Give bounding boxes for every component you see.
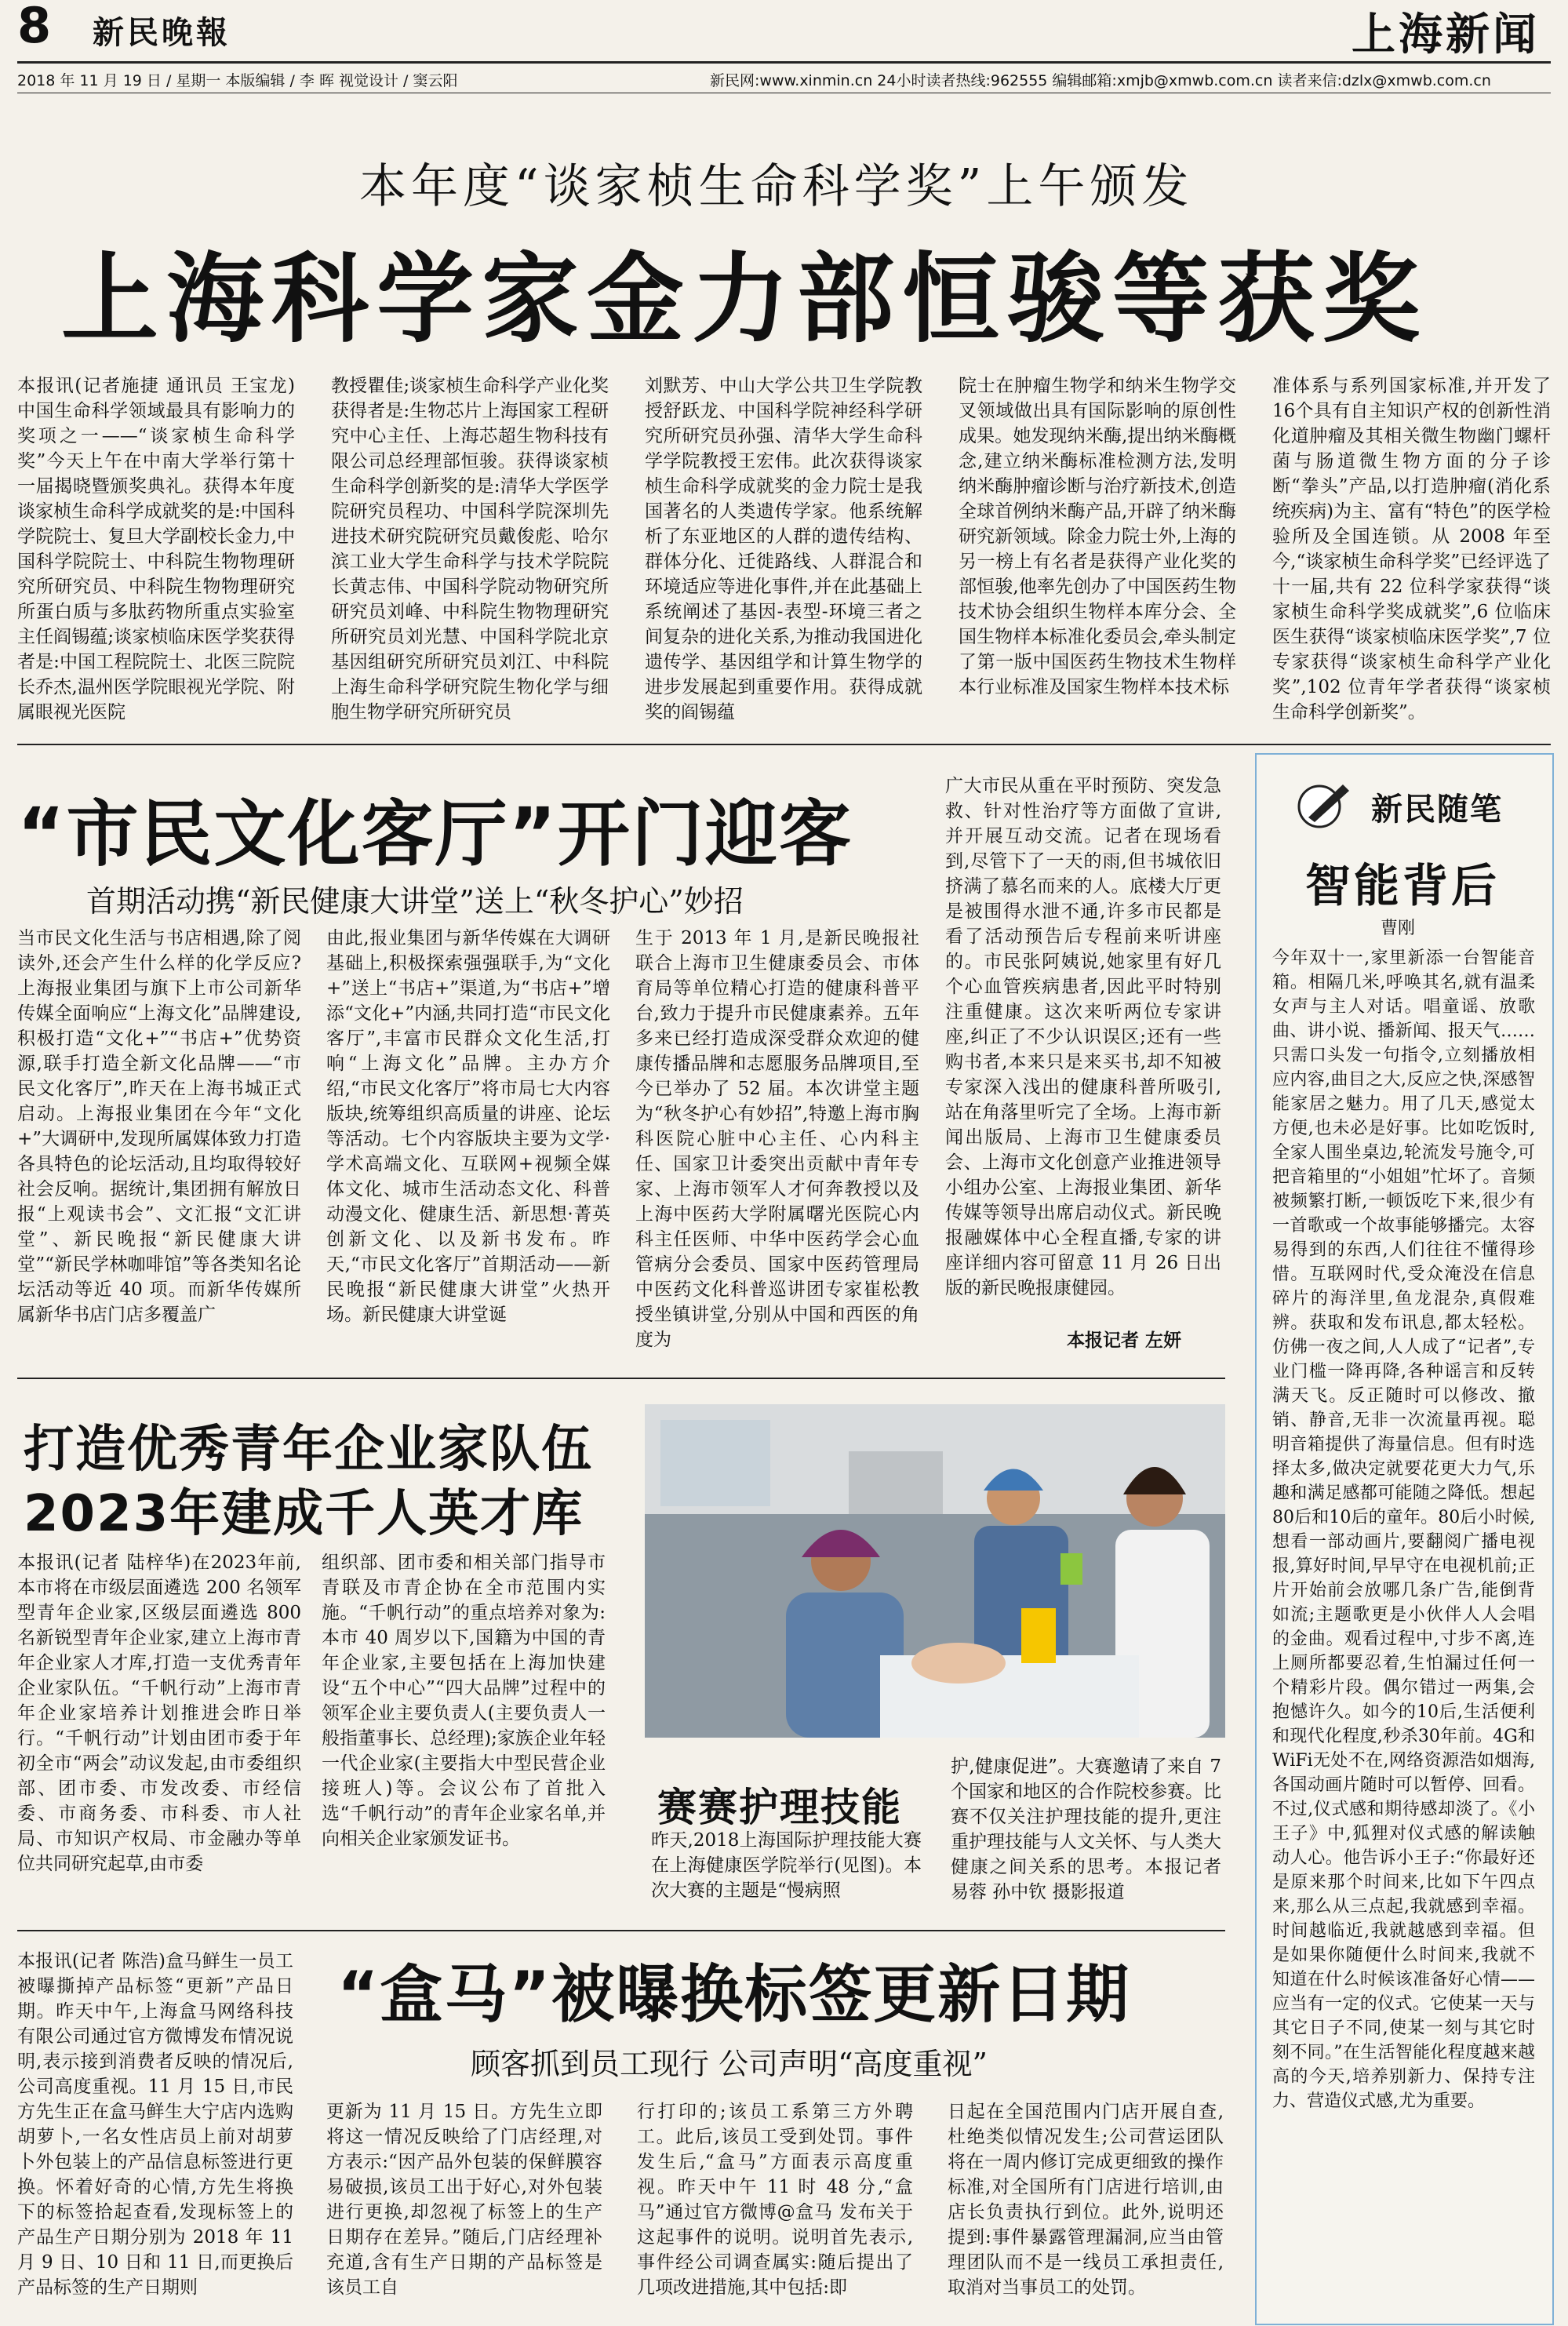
youth-column-2: 组织部、团市委和相关部门指导市青联及市青企协在全市范围内实施。“千帆行动”的重点培养对象为:本市 40 周岁以下,国籍为中国的青年企业家,主要包括在上海加快建设“五个中心”“四大品牌”过程中的领军企业主要负责人(主要负责人一般指董事长、总经理);家族企业年轻一代企业家(主要指大中型民营企业接班人)等。会议公布了首批入选“千帆行动”的青年企业家名单,并向相关企业家颁发证书。 [322,1552,606,1849]
masthead-rule [17,61,1551,64]
lead-headline: 上海科学家金力部恒骏等获奖 [61,243,1428,356]
nursing-column-2: 护,健康促进”。大赛邀请了来自 7 个国家和地区的合作院校参赛。比赛不仅关注护理技能的提升,更注重护理技能与人文关怀、与人类大健康之间关系的思考。本报记者 易蓉 孙中钦 摄影报道 [951,1756,1221,1902]
hema-subhead: 顾客抓到员工现行 公司声明“高度重视” [471,2047,988,2081]
culture-bottom-rule [17,1378,1225,1379]
lead-column-1: 本报讯(记者施捷 通讯员 王宝龙)中国生命科学领域最具有影响力的奖项之一——“谈家桢生命科学奖”今天上午在中南大学举行第十一届揭晓暨颁奖典礼。获得本年度谈家桢生命科学成就奖的是:中国科学院院士、复旦大学副校长金力,中国科学院院士、中科院生物物理研究所研究员、中科院生物物理研究所蛋白质与多肽药物所重点实验室主任阎锡蕴;谈家桢临床医学奖获得者是:中国工程院院士、北医三院院长乔杰,温州医学院眼视光学院、附属眼视光医院 [17,376,295,723]
youth-column-1: 本报讯(记者 陆梓华)在2023年前,本市将在市级层面遴选 200 名领军型青年企业家,区级层面遴选 800 名新锐型青年企业家,建立上海市青年企业家人才库,打造一支优秀青年企业家队伍。“千帆行动”上海市青年企业家培养计划推进会昨日举行。“千帆行动”计划由团市委于年初全市“两会”动议发起,由市委组织部、团市委、市发改委、市经信委、市商务委、市科委、市人社局、市知识产权局、市金融办等单位共同研究起草,由市委 [17,1552,301,1874]
hema-column-2: 更新为 11 月 15 日。方先生立即将这一情况反映给了门店经理,对方表示:“因产品外包装的保鲜膜容易破损,该员工出于好心,对外包装进行更换,却忽视了标签上的生产日期存在差异。”随后,门店经理补充道,含有生产日期的产品标签是该员工自 [326,2102,602,2298]
culture-top-right-column: 广大市民从重在平时预防、突发急救、针对性治疗等方面做了宣讲,并开展互动交流。记者在现场看到,尽管下了一天的雨,但书城依旧挤满了慕名而来的人。底楼大厅更是被围得水泄不通,许多市民都是看了活动预告后专程前来听讲座的。市民张阿姨说,她家里有好几个心血管疾病患者,因此平时特别注重健康。这次来听两位专家讲座,纠正了不少认识误区;还有一些购书者,本来只是来买书,却不知被专家深入浅出的健康科普所吸引,站在角落里听完了全场。上海市新闻出版局、上海市卫生健康委员会、上海市文化创意产业推进领导小组办公室、上海报业集团、新华传媒等领导出席启动仪式。新民晚报融媒体中心全程直播,专家的讲座详细内容可留意 11 月 26 日出版的新民晚报康健园。 [945,776,1221,1298]
nursing-title: 赛赛护理技能 [657,1785,902,1830]
lead-column-2: 教授瞿佳;谈家桢生命科学产业化奖获得者是:生物芯片上海国家工程研究中心主任、上海芯超生物科技有限公司总经理部恒骏。获得谈家桢生命科学创新奖的是:清华大学医学院研究员程功、中国科学院深圳先进技术研究院研究员戴俊彪、哈尔滨工业大学生命科学与技术学院院长黄志伟、中国科学院动物研究所研究员刘峰、中科院生物物理研究所研究员刘光慧、中国科学院北京基因组研究所研究员刘江、中科院上海生命科学研究院生物化学与细胞生物学研究所研究员 [331,376,609,723]
lead-kicker: 本年度“谈家桢生命科学奖”上午颁发 [359,159,1194,214]
culture-byline: 本报记者 左妍 [1067,1330,1182,1351]
hema-headline: “盒马”被曝换标签更新日期 [337,1958,1131,2031]
essay-title: 智能背后 [1305,859,1501,912]
section-name: 上海新闻 [1352,9,1540,60]
hema-column-4: 日起在全国范围内门店开展自查,杜绝类似情况发生;公司营运团队将在一周内修订完成更细致的操作标准,对全国所有门店进行培训,由店长负责执行到位。此外,说明还提到:事件暴露管理漏洞,应当由管理团队而不是一线员工承担责任,取消对当事员工的处罚。 [948,2102,1224,2298]
culture-headline: “市民文化客厅”开门迎客 [17,792,853,876]
lead-column-3: 刘默芳、中山大学公共卫生学院教授舒跃龙、中国科学院神经科学研究所研究员孙强、清华大学生命科学学院教授王宏伟。此次获得谈家桢生命科学成就奖的金力院士是我国著名的人类遗传学家。他系统解析了东亚地区的人群的遗传结构、群体分化、迁徙路线、人群混合和环境适应等进化事件,并在此基础上系统阐述了基因-表型-环境三者之间复杂的进化关系,为推动我国进化遗传学、基因组学和计算生物学的进步发展起到重要作用。获得成就奖的阎锡蕴 [645,376,922,723]
culture-column-3: 生于 2013 年 1 月,是新民晚报社联合上海市卫生健康委员会、市体育局等单位精心打造的健康科普平台,致力于提升市民健康素养。五年多来已经打造成深受群众欢迎的健康传播品牌和志愿服务品牌项目,至今已举办了 52 届。本次讲堂主题为“秋冬护心有妙招”,特邀上海市胸科医院心脏中心主任、心内科主任、国家卫计委突出贡献中青年专家、上海市领军人才何奔教授以及上海中医药大学附属曙光医院心内科主任医师、中华中医药学会心血管病分会委员、国家中医药管理局中医药文化科普巡讲团专家崔松教授坐镇讲堂,分别从中国和西医的角度为 [635,928,919,1349]
nursing-photo [645,1404,1225,1738]
culture-column-2: 由此,报业集团与新华传媒在大调研基础上,积极探索强强联手,为“文化+”送上“书店+”渠道,为“书店+”增添“文化+”内涵,共同打造“市民文化客厅”,丰富市民群众文化生活,打响“上海文化”品牌。主办方介绍,“市民文化客厅”将市局七大内容版块,统筹组织高质量的讲座、论坛等活动。七个内容版块主要为文学·学术高端文化、互联网+视频全媒体文化、城市生活动态文化、科普动漫文化、健康生活、新思想·菁英创新文化、以及新书发布。昨天,“市民文化客厅”首期活动——新民晚报“新民健康大讲堂”火热开场。新民健康大讲堂诞 [326,928,610,1325]
paper-name: 新民晚報 [93,14,231,51]
youth-headline-line2: 2023年建成千人英才库 [24,1485,584,1543]
youth-headline-line1: 打造优秀青年企业家队伍 [24,1421,593,1479]
contact-line: 新民网:www.xinmin.cn 24小时读者热线:962555 编辑邮箱:xmjb@xmwb.com.cn 读者来信:dzlx@xmwb.com.cn [710,72,1491,89]
date-line: 2018 年 11 月 19 日 / 星期一 本版编辑 / 李 晖 视觉设计 / 窦云阳 [17,72,458,89]
culture-subhead: 首期活动携“新民健康大讲堂”送上“秋冬护心”妙招 [86,884,744,919]
nursing-photo-illustration [645,1404,1225,1738]
hema-column-1: 本报讯(记者 陈浩)盒马鲜生一员工被曝撕掉产品标签“更新”产品日期。昨天中午,上海盒马网络科技有限公司通过官方微博发布情况说明,表示接到消费者反映的情况后,公司高度重视。11 月 15 日,市民方先生正在盒马鲜生大宁店内选购胡萝卜,一名女性店员上前对胡萝卜外包装上的产品信息标签进行更换。怀着好奇的心情,方先生将换下的标签拾起查看,发现标签上的产品生产日期分别为 2018 年 11 月 9 日、10 日和 11 日,而更换后产品标签的生产日期则 [17,1951,293,2298]
essay-body: 今年双十一,家里新添一台智能音箱。相隔几米,呼唤其名,就有温柔女声与主人对话。唱童谣、放歌曲、讲小说、播新闻、报天气……只需口头发一句指令,立刻播放相应内容,曲目之大,反应之快,深感智能家居之魅力。用了几天,感觉太方便,也未必是好事。比如吃饭时,全家人围坐桌边,轮流发号施令,可把音箱里的“小姐姐”忙坏了。音频被频繁打断,一顿饭吃下来,很少有一首歌或一个故事能够播完。太容易得到的东西,人们往往不懂得珍惜。互联网时代,受众淹没在信息碎片的海洋里,鱼龙混杂,真假难辨。获取和发布讯息,都太轻松。仿佛一夜之间,人人成了“记者”,专业门槛一降再降,各种谣言和反转满天飞。反正随时可以修改、撤销、静音,无非一次流量再视。聪明音箱提供了海量信息。但有时选择太多,做决定就要花更大力气,乐趣和满足感都可能随之降低。想起80后和10后的童年。80后小时候,想看一部动画片,要翻阅广播电视报,算好时间,早早守在电视机前;正片开始前会放哪几条广告,能倒背如流;主题歌更是小伙伴人人会唱的金曲。观看过程中,寸步不离,连上厕所都要忍着,生怕漏过任何一个精彩片段。偶尔错过一两集,会抱憾许久。如今的10后,生活便利和现代化程度,秒杀30年前。4G和WiFi无处不在,网络资源浩如烟海,各国动画片随时可以暂停、回看。不过,仪式感和期待感却淡了。《小王子》中,狐狸对仪式感的解读触动人心。他告诉小王子:“你最好还是原来那个时间来,比如下午四点来,那么从三点起,我就感到幸福。时间越临近,我就越感到幸福。但是如果你随便什么时间来,我就不知道在什么时候该准备好心情——应当有一定的仪式。它使某一天与其它日子不同,使某一刻与其它时刻不同。”在生活智能化程度越来越高的今天,培养别新力、保持专注力、营造仪式感,尤为重要。 [1272,948,1535,2111]
lead-column-5: 准体系与系列国家标准,并开发了16个具有自主知识产权的创新性消化道肿瘤及其相关微生物幽门螺杆菌与肠道微生物方面的分子诊断“拳头”产品,以打造肿瘤(消化系统疾病)为主、富有“特色”的医学检验所及全国连锁。从 2008 年至今,“谈家桢生命科学奖”已经评选了十一届,共有 22 位科学家获得“谈家桢生命科学奖成就奖”,6 位临床医生获得“谈家桢临床医学奖”,7 位专家获得“谈家桢生命科学产业化奖”,102 位青年学者获得“谈家桢生命科学创新奖”。 [1272,376,1551,723]
hema-column-3: 行打印的;该员工系第三方外聘工。此后,该员工受到处罚。事件发生后,“盒马”方面表示高度重视。昨天中午 11 时 48 分,“盒马”通过官方微博@盒马 发布关于这起事件的说明。说明首先表示,事件经公司调查属实:随后提出了几项改进措施,其中包括:即 [637,2102,913,2298]
essay-logo-icon [1294,777,1355,832]
essay-author: 曹刚 [1381,919,1416,938]
lead-column-4: 院士在肿瘤生物学和纳米生物学交叉领域做出具有国际影响的原创性成果。她发现纳米酶,提出纳米酶概念,建立纳米酶标准检测方法,发明纳米酶肿瘤诊断与治疗新技术,创造全球首例纳米酶产品,开辟了纳米酶研究新领域。除金力院士外,上海的另一榜上有名者是获得产业化奖的部恒骏,他率先创办了中国医药生物技术协会组织生物样本库分会、全国生物样本标准化委员会,牵头制定了第一版中国医药生物技术生物样本行业标准及国家生物样本技术标 [959,376,1236,697]
essay-brand: 新民随笔 [1371,791,1503,828]
lead-bottom-rule [17,744,1551,745]
nursing-column-1: 昨天,2018上海国际护理技能大赛在上海健康医学院举行(见图)。本次大赛的主题是“慢病照 [651,1830,922,1901]
youth-bottom-rule [17,1930,1225,1931]
page-number: 8 [17,0,52,54]
culture-column-1: 当市民文化生活与书店相遇,除了阅读外,还会产生什么样的化学反应?上海报业集团与旗下上市公司新华传媒全面响应“上海文化”品牌建设,积极打造“文化+”“书店+”优势资源,联手打造全新文化品牌——“市民文化客厅”,昨天在上海书城正式启动。上海报业集团在今年“文化+”大调研中,发现所属媒体致力打造各具特色的论坛活动,且均取得较好社会反响。据统计,集团拥有解放日报“上观读书会”、文汇报“文汇讲堂”、新民晚报“新民健康大讲堂”“新民学林咖啡馆”等各类知名论坛活动等近 40 项。而新华传媒所属新华书店门店多覆盖广 [17,928,301,1325]
